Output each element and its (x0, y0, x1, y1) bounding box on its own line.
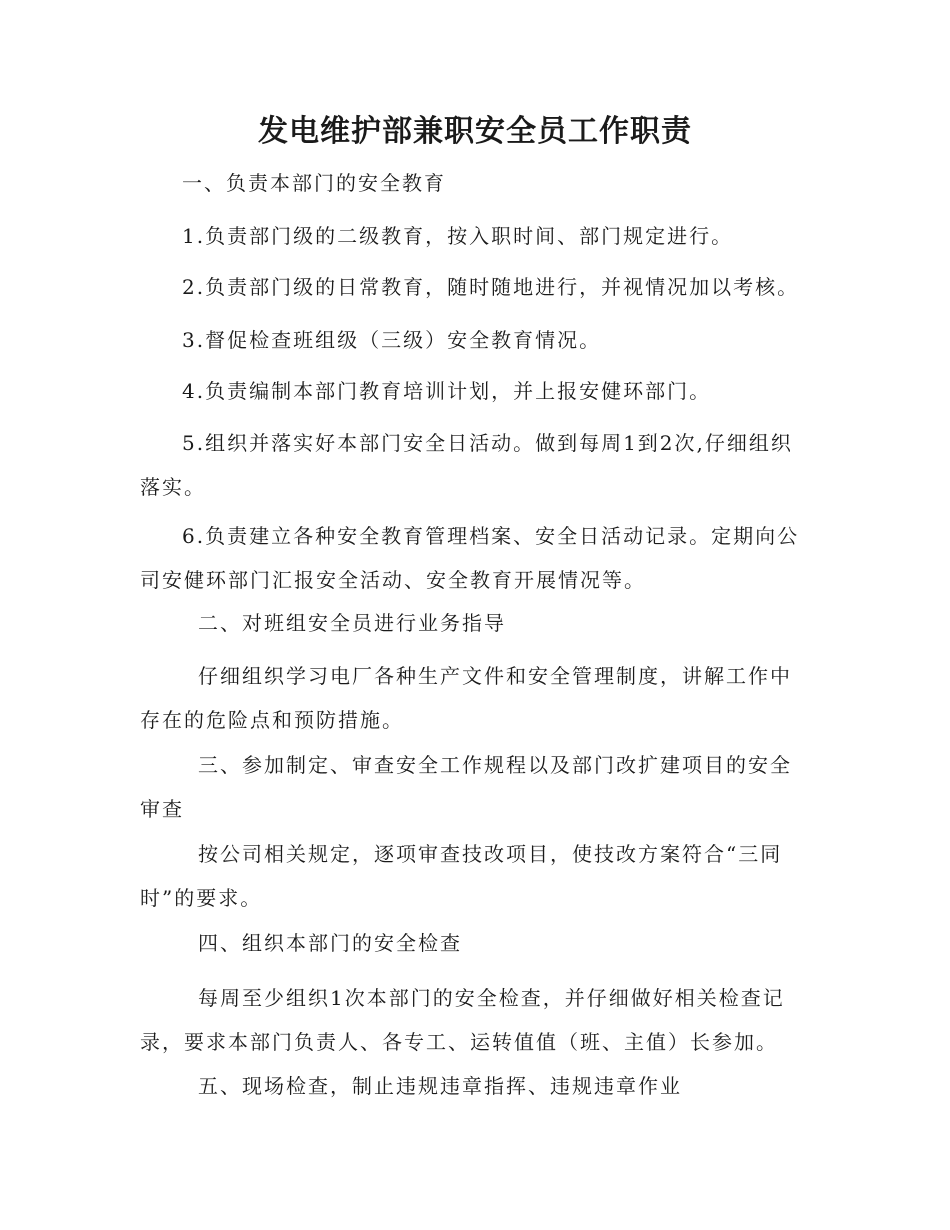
section-heading-2: 二、对班组安全员进行业务指导 (198, 611, 506, 635)
item-1: 1.负责部门级的二级教育，按入职时间、部门规定进行。 (182, 224, 734, 248)
section-heading-1: 一、负责本部门的安全教育 (182, 171, 446, 195)
section-heading-5: 五、现场检查，制止违规违章指挥、违规违章作业 (198, 1074, 682, 1098)
section-heading-3: 三、参加制定、审查安全工作规程以及部门改扩建项目的安全审查 (140, 753, 792, 821)
item-4: 4.负责编制本部门教育培训计划，并上报安健环部门。 (182, 379, 712, 403)
document-title: 发电维护部兼职安全员工作职责 (258, 114, 692, 149)
item-3: 3.督促检查班组级（三级）安全教育情况。 (182, 328, 602, 352)
section-body-3: 按公司相关规定，逐项审查技改项目，使技改方案符合“三同时”的要求。 (140, 842, 783, 910)
section-body-2: 仔细组织学习电厂各种生产文件和安全管理制度，讲解工作中存在的危险点和预防措施。 (140, 664, 792, 732)
item-6: 6.负责建立各种安全教育管理档案、安全日活动记录。定期向公司安健环部门汇报安全活动、安全教育开展情况等。 (140, 524, 800, 592)
section-heading-4: 四、组织本部门的安全检查 (198, 931, 462, 955)
item-5: 5.组织并落实好本部门安全日活动。做到每周1到2次,仔细组织落实。 (140, 431, 793, 499)
section-body-4: 每周至少组织1次本部门的安全检查，并仔细做好相关检查记录，要求本部门负责人、各专工、运转值值（班、主值）长参加。 (140, 986, 785, 1054)
item-2: 2.负责部门级的日常教育，随时随地进行，并视情况加以考核。 (182, 275, 800, 299)
